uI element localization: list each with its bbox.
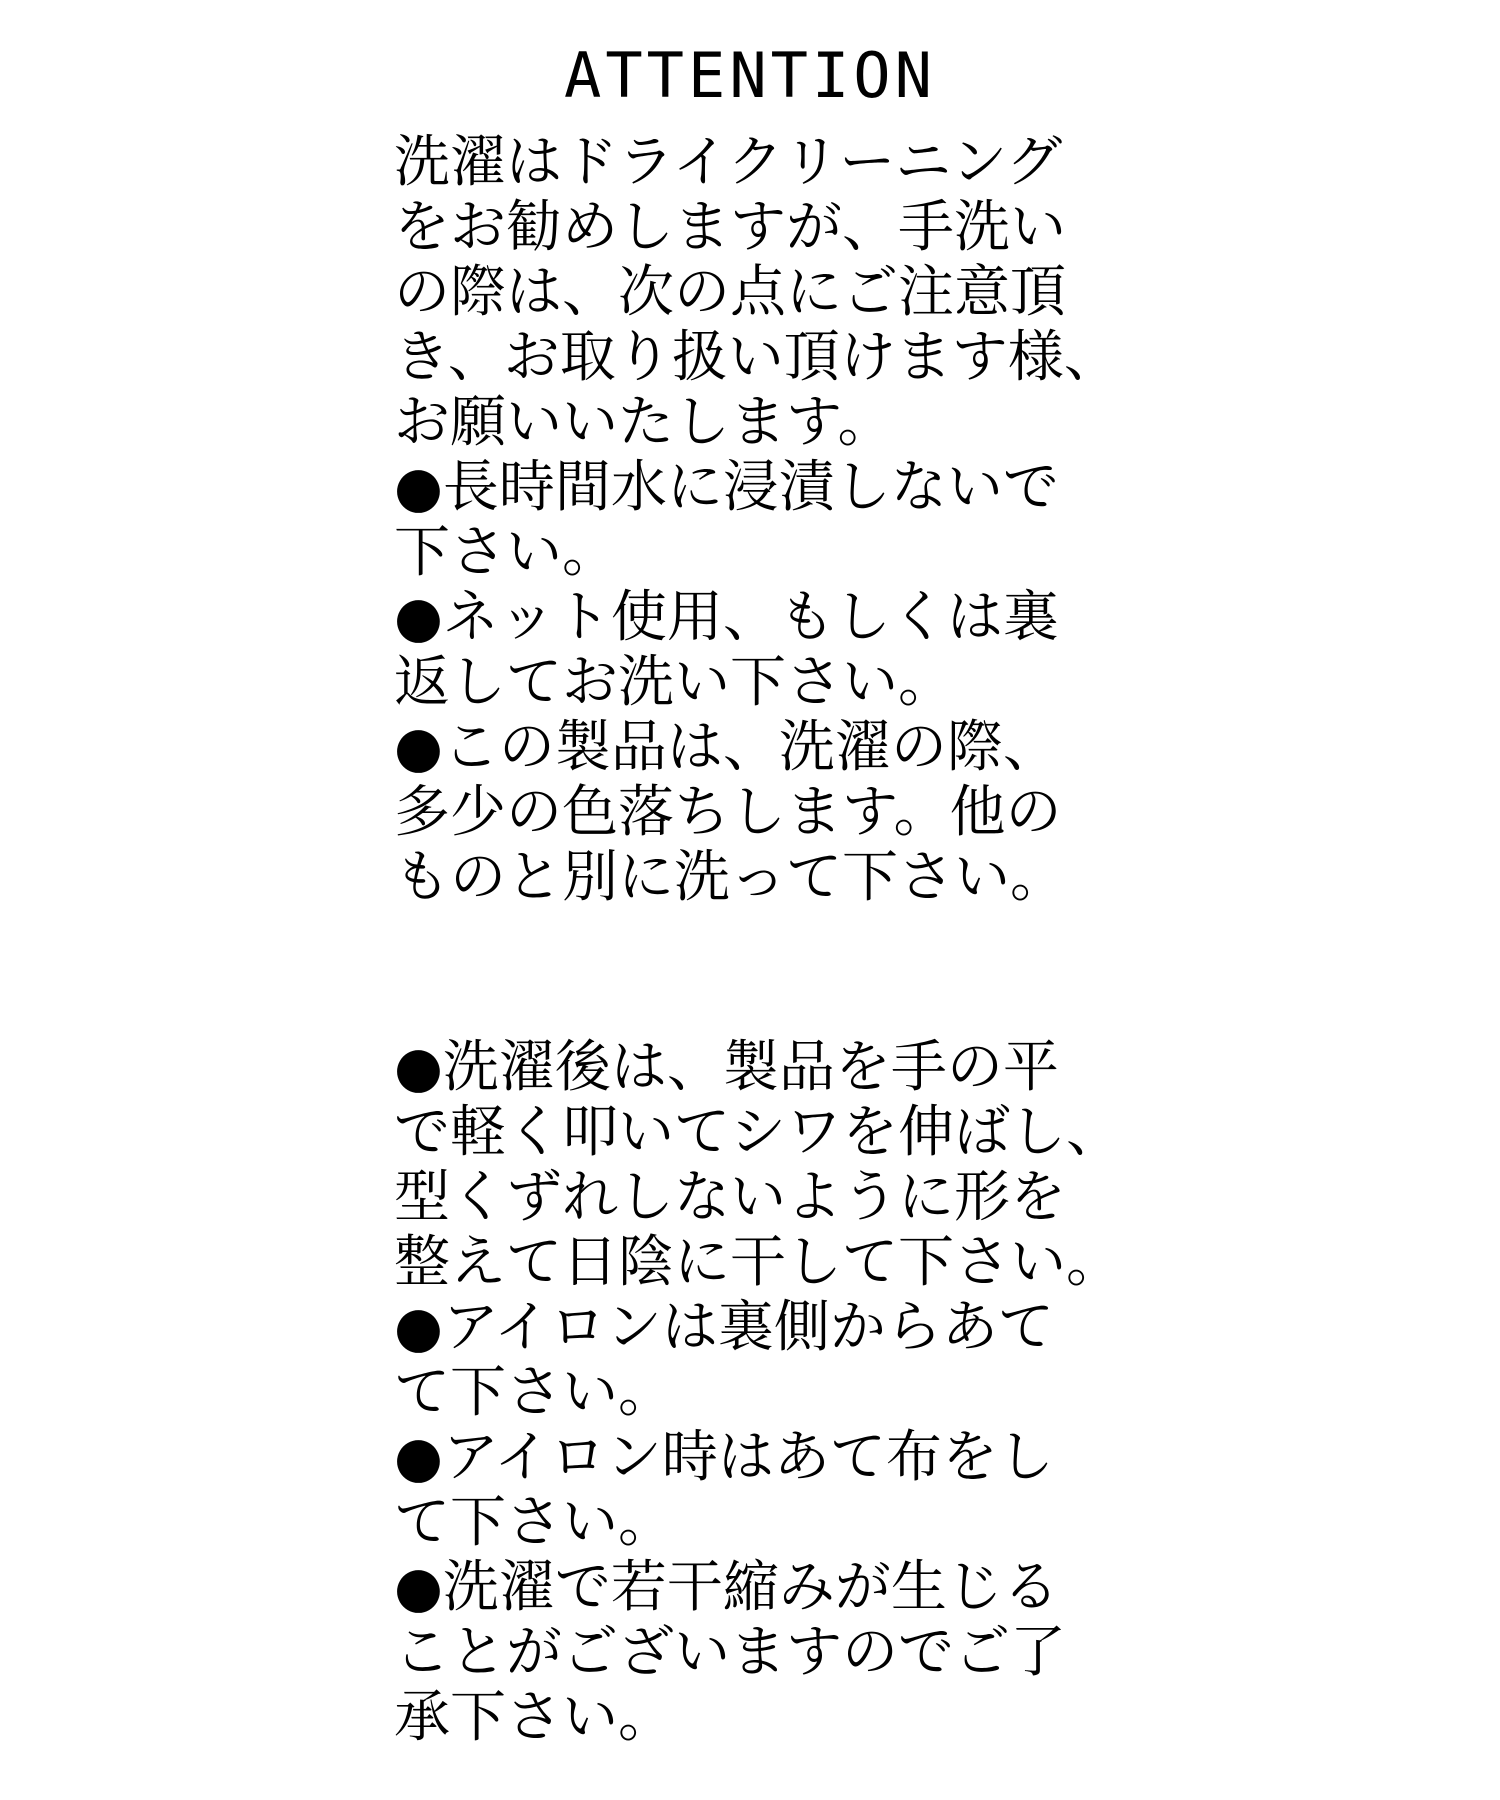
text-line: 整えて日陰に干して下さい。 [394, 1230, 1122, 1295]
text-line: ●アイロンは裏側からあて [394, 1295, 1054, 1360]
text-line: て下さい。 [394, 1490, 674, 1555]
text-line: ●長時間水に浸漬しないで [394, 455, 1059, 520]
text-line: ●ネット使用、もしくは裏 [394, 585, 1059, 650]
text-line: 承下さい。 [394, 1685, 674, 1750]
page-title: ATTENTION [564, 39, 936, 112]
text-line: お願いいたします。 [394, 390, 894, 455]
text-line: 下さい。 [394, 520, 618, 585]
text-line: 返してお洗い下さい。 [394, 650, 954, 715]
text-line: で軽く叩いてシワを伸ばし、 [394, 1100, 1122, 1165]
text-line: ●洗濯後は、製品を手の平 [394, 1035, 1059, 1100]
text-line: 多少の色落ちします。他の [394, 780, 1062, 845]
text-line: て下さい。 [394, 1360, 674, 1425]
text-line: 型くずれしないように形を [394, 1165, 1066, 1230]
text-line: き、お取り扱い頂けます様、 [394, 325, 1120, 390]
text-line: ●アイロン時はあて布をし [394, 1425, 1054, 1490]
text-line: をお勧めしますが、手洗い [394, 195, 1066, 260]
text-line: ことがございますのでご了 [394, 1620, 1066, 1685]
text-line: ものと別に洗って下さい。 [394, 845, 1066, 910]
text-line: の際は、次の点にご注意頂 [394, 260, 1066, 325]
text-line: 洗濯はドライクリーニング [394, 130, 1063, 195]
intro-instructions [394, 130, 1174, 910]
text-line: ●洗濯で若干縮みが生じる [394, 1555, 1059, 1620]
care-instructions [394, 1035, 1174, 1750]
text-line: ●この製品は、洗濯の際、 [394, 715, 1059, 780]
